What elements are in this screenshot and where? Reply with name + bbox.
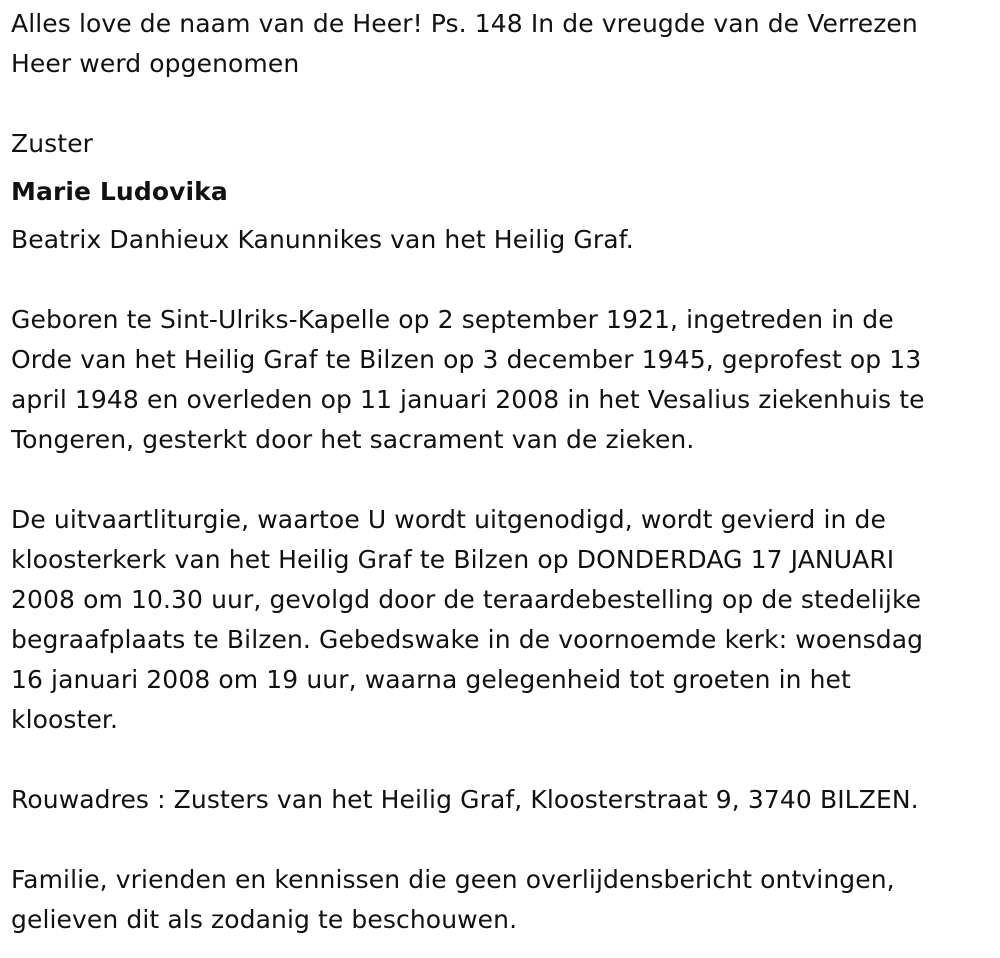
opening-line: Alles love de naam van de Heer! Ps. 148 In de vreugde van de Verrezen Heer werd opgenomen — [11, 9, 918, 78]
spacer — [11, 820, 991, 860]
title-prefix: Zuster — [11, 129, 94, 158]
spacer — [11, 740, 991, 780]
obituary-document — [11, 4, 991, 940]
full-name-line: Beatrix Danhieux Kanunnikes van het Heilig Graf. — [11, 225, 634, 254]
spacer — [11, 460, 991, 500]
spacer — [11, 164, 991, 172]
deceased-name: Marie Ludovika — [11, 177, 228, 206]
spacer — [11, 260, 991, 300]
funeral-paragraph: De uitvaartliturgie, waartoe U wordt uitgenodigd, wordt gevierd in de kloosterkerk van het Heilig Graf te Bilzen op DONDERDAG 17 JANUARI 2008 om 10.30 uur, gevolgd door de teraardebestelling op de stedelijke begraafplaats te Bilzen. Gebedswake in de voornoemde kerk: woensdag 16 januari 2008 om 19 uur, waarna gelegenheid tot groeten in het klooster. — [11, 505, 924, 734]
spacer — [11, 84, 991, 124]
birth-paragraph: Geboren te Sint-Ulriks-Kapelle op 2 september 1921, ingetreden in de Orde van het Heilig Graf te Bilzen op 3 december 1945, geprofest op 13 april 1948 en overleden op 11 januari 2008 in het Vesalius ziekenhuis te Tongeren, gesterkt door het sacrament van de zieken. — [11, 305, 925, 454]
address-line: Rouwadres : Zusters van het Heilig Graf, Kloosterstraat 9, 3740 BILZEN. — [11, 785, 919, 814]
closing-paragraph: Familie, vrienden en kennissen die geen overlijdensbericht ontvingen, gelieven dit als zodanig te beschouwen. — [11, 865, 895, 934]
spacer — [11, 212, 991, 220]
